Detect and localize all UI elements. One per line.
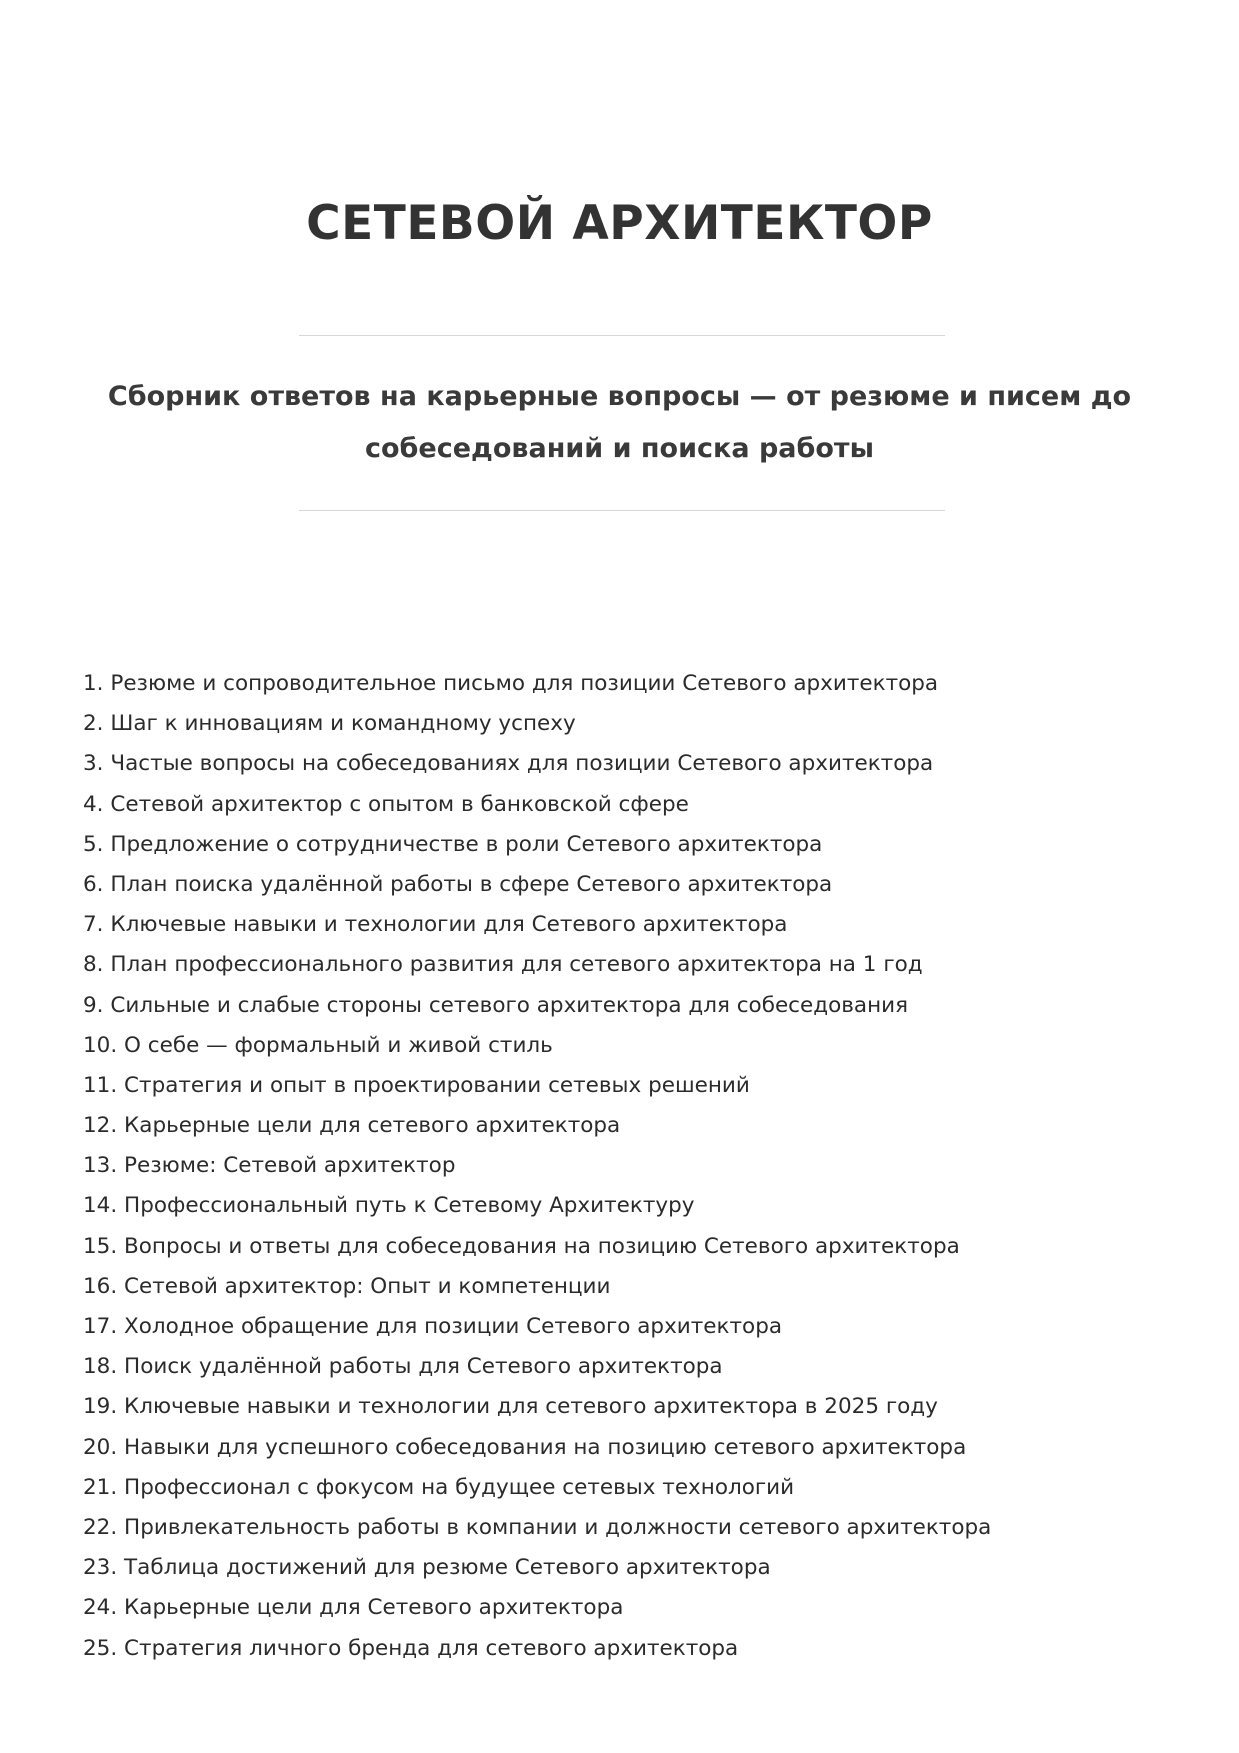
toc-item: 24. Карьерные цели для Сетевого архитектора [83, 1595, 624, 1621]
toc-item: 2. Шаг к инновациям и командному успеху [83, 711, 576, 737]
toc-item: 18. Поиск удалённой работы для Сетевого архитектора [83, 1354, 723, 1380]
toc-item: 9. Сильные и слабые стороны сетевого архитектора для собеседования [83, 992, 909, 1018]
page-title: СЕТЕВОЙ АРХИТЕКТОР [306, 196, 933, 251]
toc-item: 21. Профессионал с фокусом на будущее сетевых технологий [83, 1474, 795, 1500]
page-subtitle [100, 371, 1139, 475]
toc-item: 19. Ключевые навыки и технологии для сетевого архитектора в 2025 году [83, 1394, 938, 1420]
toc-item: 1. Резюме и сопроводительное письмо для позиции Сетевого архитектора [83, 671, 939, 696]
toc-item: 23. Таблица достижений для резюме Сетевого архитектора [83, 1555, 771, 1581]
toc-item: 17. Холодное обращение для позиции Сетевого архитектора [83, 1314, 783, 1339]
toc-item: 4. Сетевой архитектор с опытом в банковской сфере [83, 791, 689, 817]
toc-item: 8. План профессионального развития для сетевого архитектора на 1 год [83, 952, 923, 978]
bottom-divider [299, 510, 945, 511]
toc-item: 16. Сетевой архитектор: Опыт и компетенции [83, 1273, 611, 1299]
toc-item: 12. Карьерные цели для сетевого архитектора [83, 1113, 621, 1139]
toc-item: 11. Стратегия и опыт в проектировании сетевых решений [83, 1072, 750, 1098]
toc-item: 20. Навыки для успешного собеседования на позицию сетевого архитектора [83, 1434, 967, 1460]
subtitle-line-1: Сборник ответов на карьерные вопросы — от резюме и писем до [107, 381, 1132, 412]
table-of-contents [83, 664, 1163, 1669]
toc-item: 6. План поиска удалённой работы в сфере Сетевого архитектора [83, 871, 833, 897]
toc-item: 7. Ключевые навыки и технологии для Сетевого архитектора [83, 912, 788, 938]
toc-item: 13. Резюме: Сетевой архитектор [83, 1153, 456, 1179]
top-divider [299, 335, 945, 336]
toc-item: 14. Профессиональный путь к Сетевому Архитектуру [83, 1193, 695, 1219]
toc-item: 22. Привлекательность работы в компании и должности сетевого архитектора [83, 1514, 992, 1540]
toc-item: 3. Частые вопросы на собеседованиях для позиции Сетевого архитектора [83, 751, 934, 777]
toc-item: 10. О себе — формальный и живой стиль [83, 1032, 553, 1058]
toc-item: 25. Стратегия личного бренда для сетевого архитектора [83, 1635, 739, 1661]
toc-item: 5. Предложение о сотрудничестве в роли Сетевого архитектора [83, 831, 823, 857]
toc-item: 15. Вопросы и ответы для собеседования на позицию Сетевого архитектора [83, 1233, 960, 1259]
subtitle-line-2: собеседований и поиска работы [365, 433, 874, 464]
